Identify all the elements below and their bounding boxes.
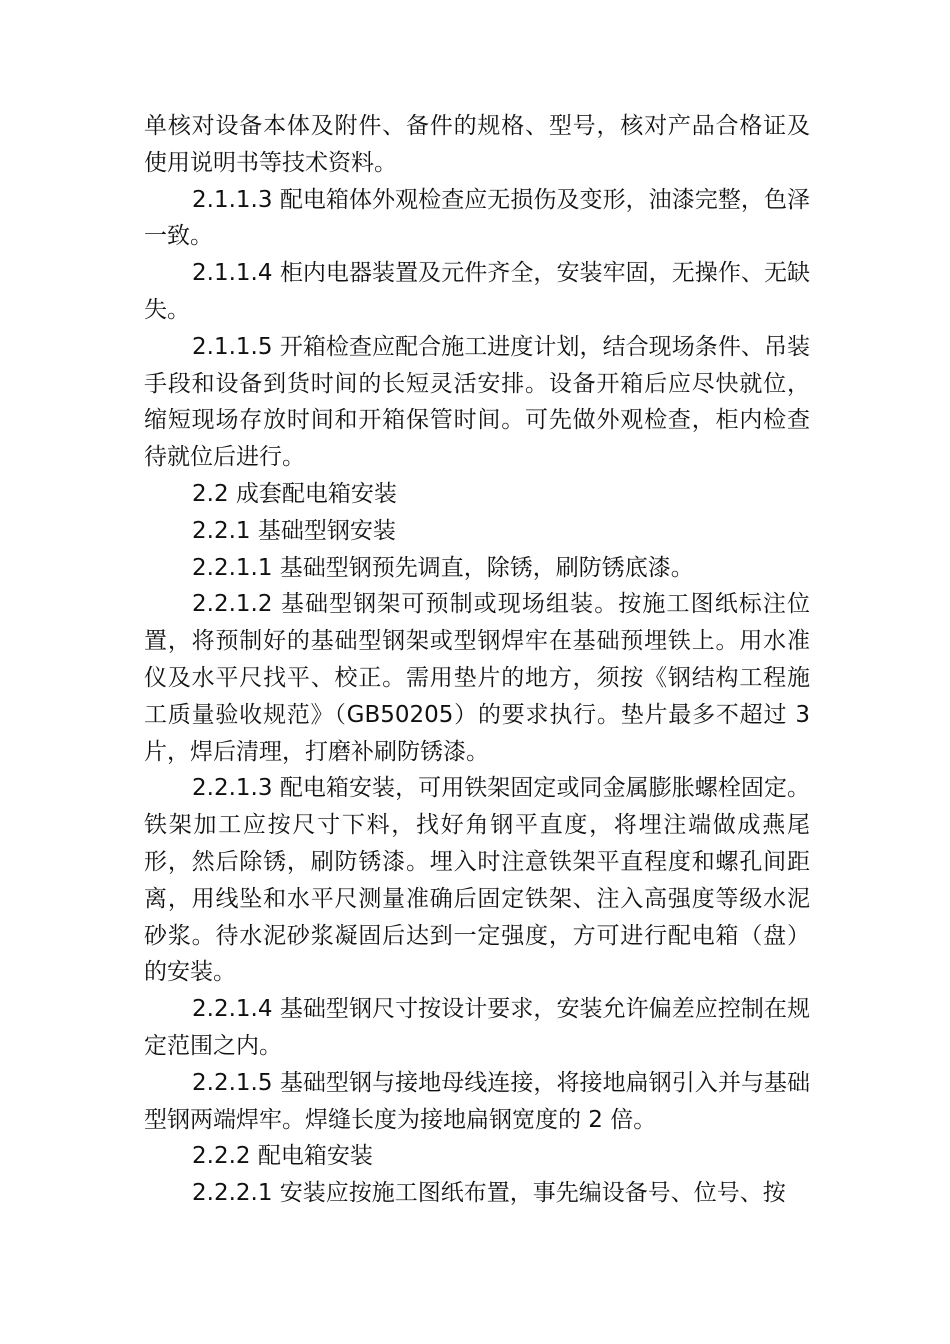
paragraph-2-2-1-2: 2.2.1.2 基础型钢架可预制或现场组装。按施工图纸标注位置，将预制好的基础型钢架或型钢焊牢在基础预埋铁上。用水准仪及水平尺找平、校正。需用垫片的地方，须按《钢结构工程施工质量验收规范》（GB50205）的要求执行。垫片最多不超过 3 片，焊后清理，打磨补刷防锈漆。	[144, 591, 810, 765]
paragraph-continuation: 单核对设备本体及附件、备件的规格、型号，核对产品合格证及使用说明书等技术资料。	[144, 113, 810, 176]
paragraph-2-2-1-1: 2.2.1.1 基础型钢预先调直，除锈，刷防锈底漆。	[192, 554, 694, 581]
paragraph-2-1-1-4: 2.1.1.4 柜内电器装置及元件齐全，安装牢固，无操作、无缺失。	[144, 260, 810, 323]
paragraph-2-2-2-1: 2.2.2.1 安装应按施工图纸布置，事先编设备号、位号、按	[192, 1180, 786, 1207]
document-body	[144, 108, 810, 1212]
paragraph-2-1-1-3: 2.1.1.3 配电箱体外观检查应无损伤及变形，油漆完整，色泽一致。	[144, 186, 810, 250]
section-heading-2-2-2: 2.2.2 配电箱安装	[192, 1143, 373, 1170]
paragraph-2-2-1-4: 2.2.1.4 基础型钢尺寸按设计要求，安装允许偏差应控制在规定范围之内。	[144, 996, 810, 1059]
section-heading-2-2: 2.2 成套配电箱安装	[192, 480, 397, 507]
paragraph-2-2-1-5: 2.2.1.5 基础型钢与接地母线连接，将接地扁钢引入并与基础型钢两端焊牢。焊缝长度为接地扁钢宽度的 2 倍。	[144, 1069, 810, 1133]
paragraph-2-1-1-5: 2.1.1.5 开箱检查应配合施工进度计划，结合现场条件、吊装手段和设备到货时间的长短灵活安排。设备开箱后应尽快就位，缩短现场存放时间和开箱保管时间。可先做外观检查，柜内检查待就位后进行。	[144, 333, 810, 471]
paragraph-2-2-1-3: 2.2.1.3 配电箱安装，可用铁架固定或同金属膨胀螺栓固定。铁架加工应按尺寸下料，找好角钢平直度，将埋注端做成燕尾形，然后除锈，刷防锈漆。埋入时注意铁架平直程度和螺孔间距离，用线坠和水平尺测量准确后固定铁架、注入高强度等级水泥砂浆。待水泥砂浆凝固后达到一定强度，方可进行配电箱（盘）的安装。	[144, 775, 810, 986]
section-heading-2-2-1: 2.2.1 基础型钢安装	[192, 517, 396, 544]
